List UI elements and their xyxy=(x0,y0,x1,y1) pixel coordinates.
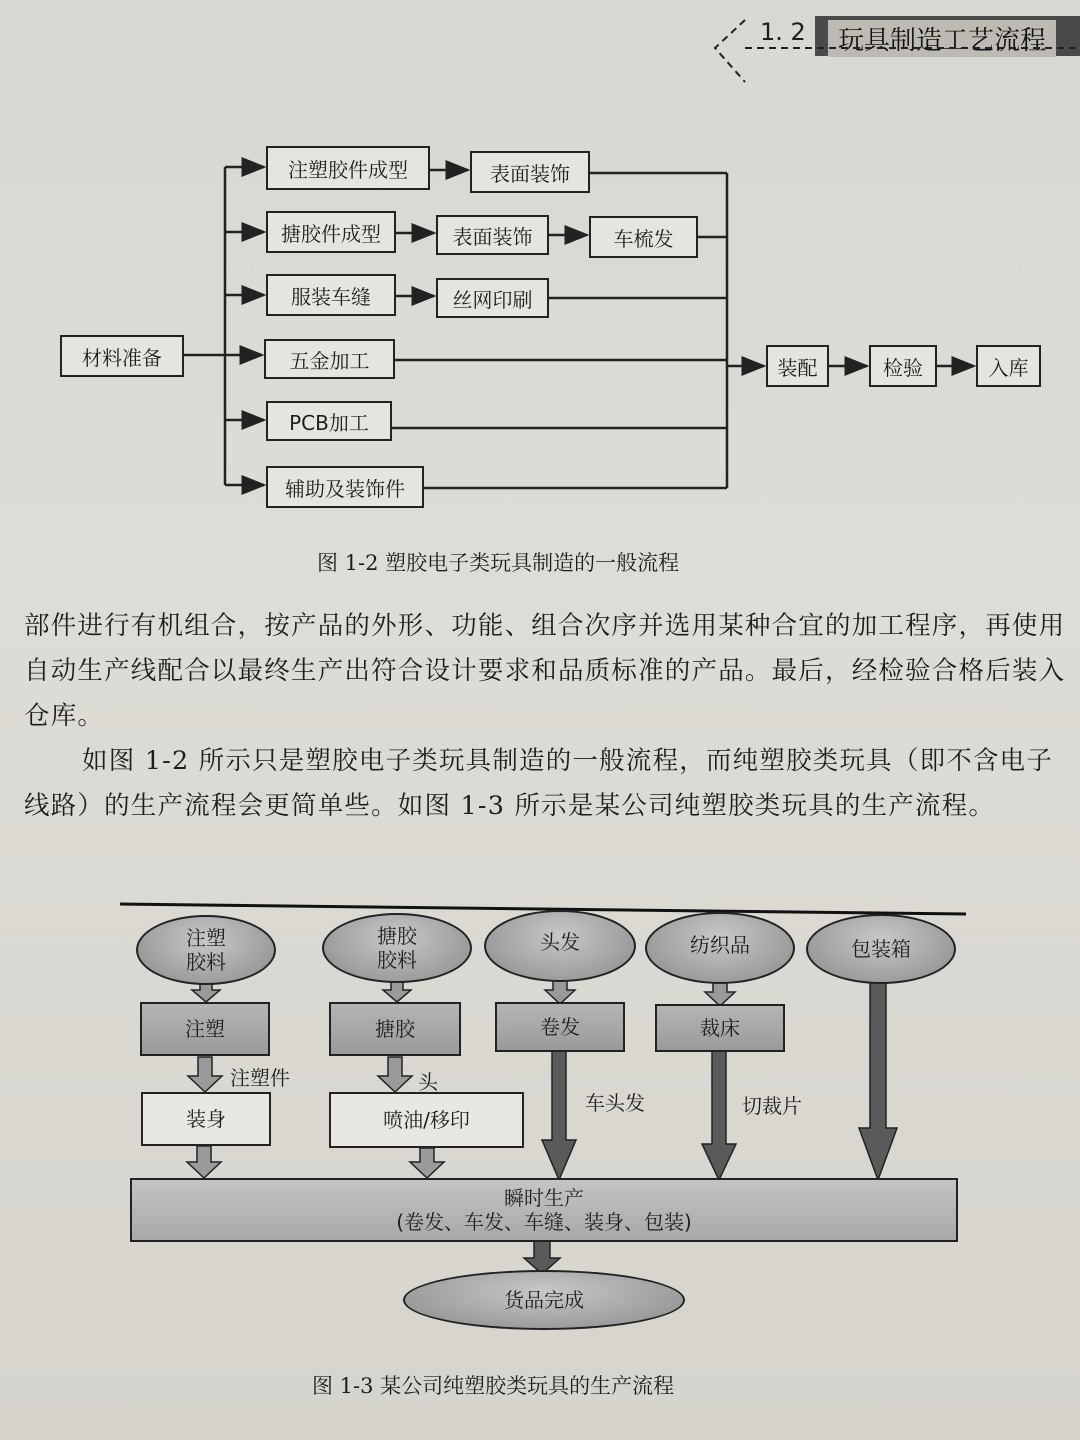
paragraph-2: 如图 1-2 所示只是塑胶电子类玩具制造的一般流程，而纯塑胶类玩具（即不含电子线路）的生产流程会更简单些。如图 1-3 所示是某公司纯塑胶类玩具的生产流程。 xyxy=(24,746,1054,821)
silkscreen-box: 丝网印刷 xyxy=(436,278,549,318)
body-assembly-box: 装身 xyxy=(141,1092,271,1146)
hair-material-label: 头发 xyxy=(540,930,580,954)
injection-molding-box: 注塑胶件成型 xyxy=(266,146,430,190)
injection-process-box: 注塑 xyxy=(140,1002,270,1056)
textile-material-label: 纺织品 xyxy=(690,933,750,957)
sew-hair-label: 车头发 xyxy=(585,1091,645,1115)
material-prep-box: 材料准备 xyxy=(60,335,184,377)
cut-pieces-label: 切裁片 xyxy=(742,1094,802,1118)
injection-material-ellipse xyxy=(136,915,276,985)
section-number: 1. 2 xyxy=(760,18,806,46)
hair-curl-process-box: 卷发 xyxy=(495,1002,625,1052)
textile-material-ellipse xyxy=(645,912,795,984)
warehousing-box: 入库 xyxy=(976,345,1041,387)
instant-production-steps: (卷发、车发、车缝、装身、包装) xyxy=(396,1210,692,1234)
surface-decoration-box-2: 表面装饰 xyxy=(436,215,549,255)
rotocast-material-ellipse xyxy=(322,913,472,983)
accessories-box: 辅助及装饰件 xyxy=(266,466,424,508)
section-title: 玩具制造工艺流程 xyxy=(828,20,1056,57)
pcb-box: PCB加工 xyxy=(266,401,392,441)
paragraph-1: 部件进行有机组合，按产品的外形、功能、组合次序并选用某种合宜的加工程序，再使用自动生产线配合以最终生产出符合设计要求和品质标准的产品。最后，经检验合格后装入仓库。 xyxy=(24,611,1066,731)
hardware-box: 五金加工 xyxy=(264,339,395,379)
assembly-box: 装配 xyxy=(766,345,829,387)
packaging-material-ellipse xyxy=(806,914,956,984)
goods-complete-ellipse: 货品完成 xyxy=(403,1270,685,1330)
head-label: 头 xyxy=(418,1070,438,1094)
hair-material-ellipse xyxy=(484,910,636,982)
spray-print-box: 喷油/移印 xyxy=(329,1092,524,1148)
cutting-process-box: 裁床 xyxy=(655,1004,785,1052)
figure-1-2-caption: 图 1-2 塑胶电子类玩具制造的一般流程 xyxy=(317,551,680,575)
instant-production-box xyxy=(130,1178,958,1242)
garment-sewing-box: 服装车缝 xyxy=(266,274,396,316)
instant-production-title: 瞬时生产 xyxy=(504,1186,584,1210)
injection-material-label: 注塑 胶料 xyxy=(186,926,226,974)
hair-combing-box: 车梳发 xyxy=(589,216,698,258)
rotocast-process-box: 搪胶 xyxy=(329,1002,461,1056)
rotocasting-box: 搪胶件成型 xyxy=(266,211,396,253)
surface-decoration-box-1: 表面装饰 xyxy=(470,151,590,193)
injection-part-label: 注塑件 xyxy=(230,1066,290,1090)
packaging-material-label: 包装箱 xyxy=(851,937,911,961)
inspection-box: 检验 xyxy=(869,345,937,387)
figure-1-3-caption: 图 1-3 某公司纯塑胶类玩具的生产流程 xyxy=(312,1374,675,1398)
rotocast-material-label: 搪胶 胶料 xyxy=(377,924,417,972)
